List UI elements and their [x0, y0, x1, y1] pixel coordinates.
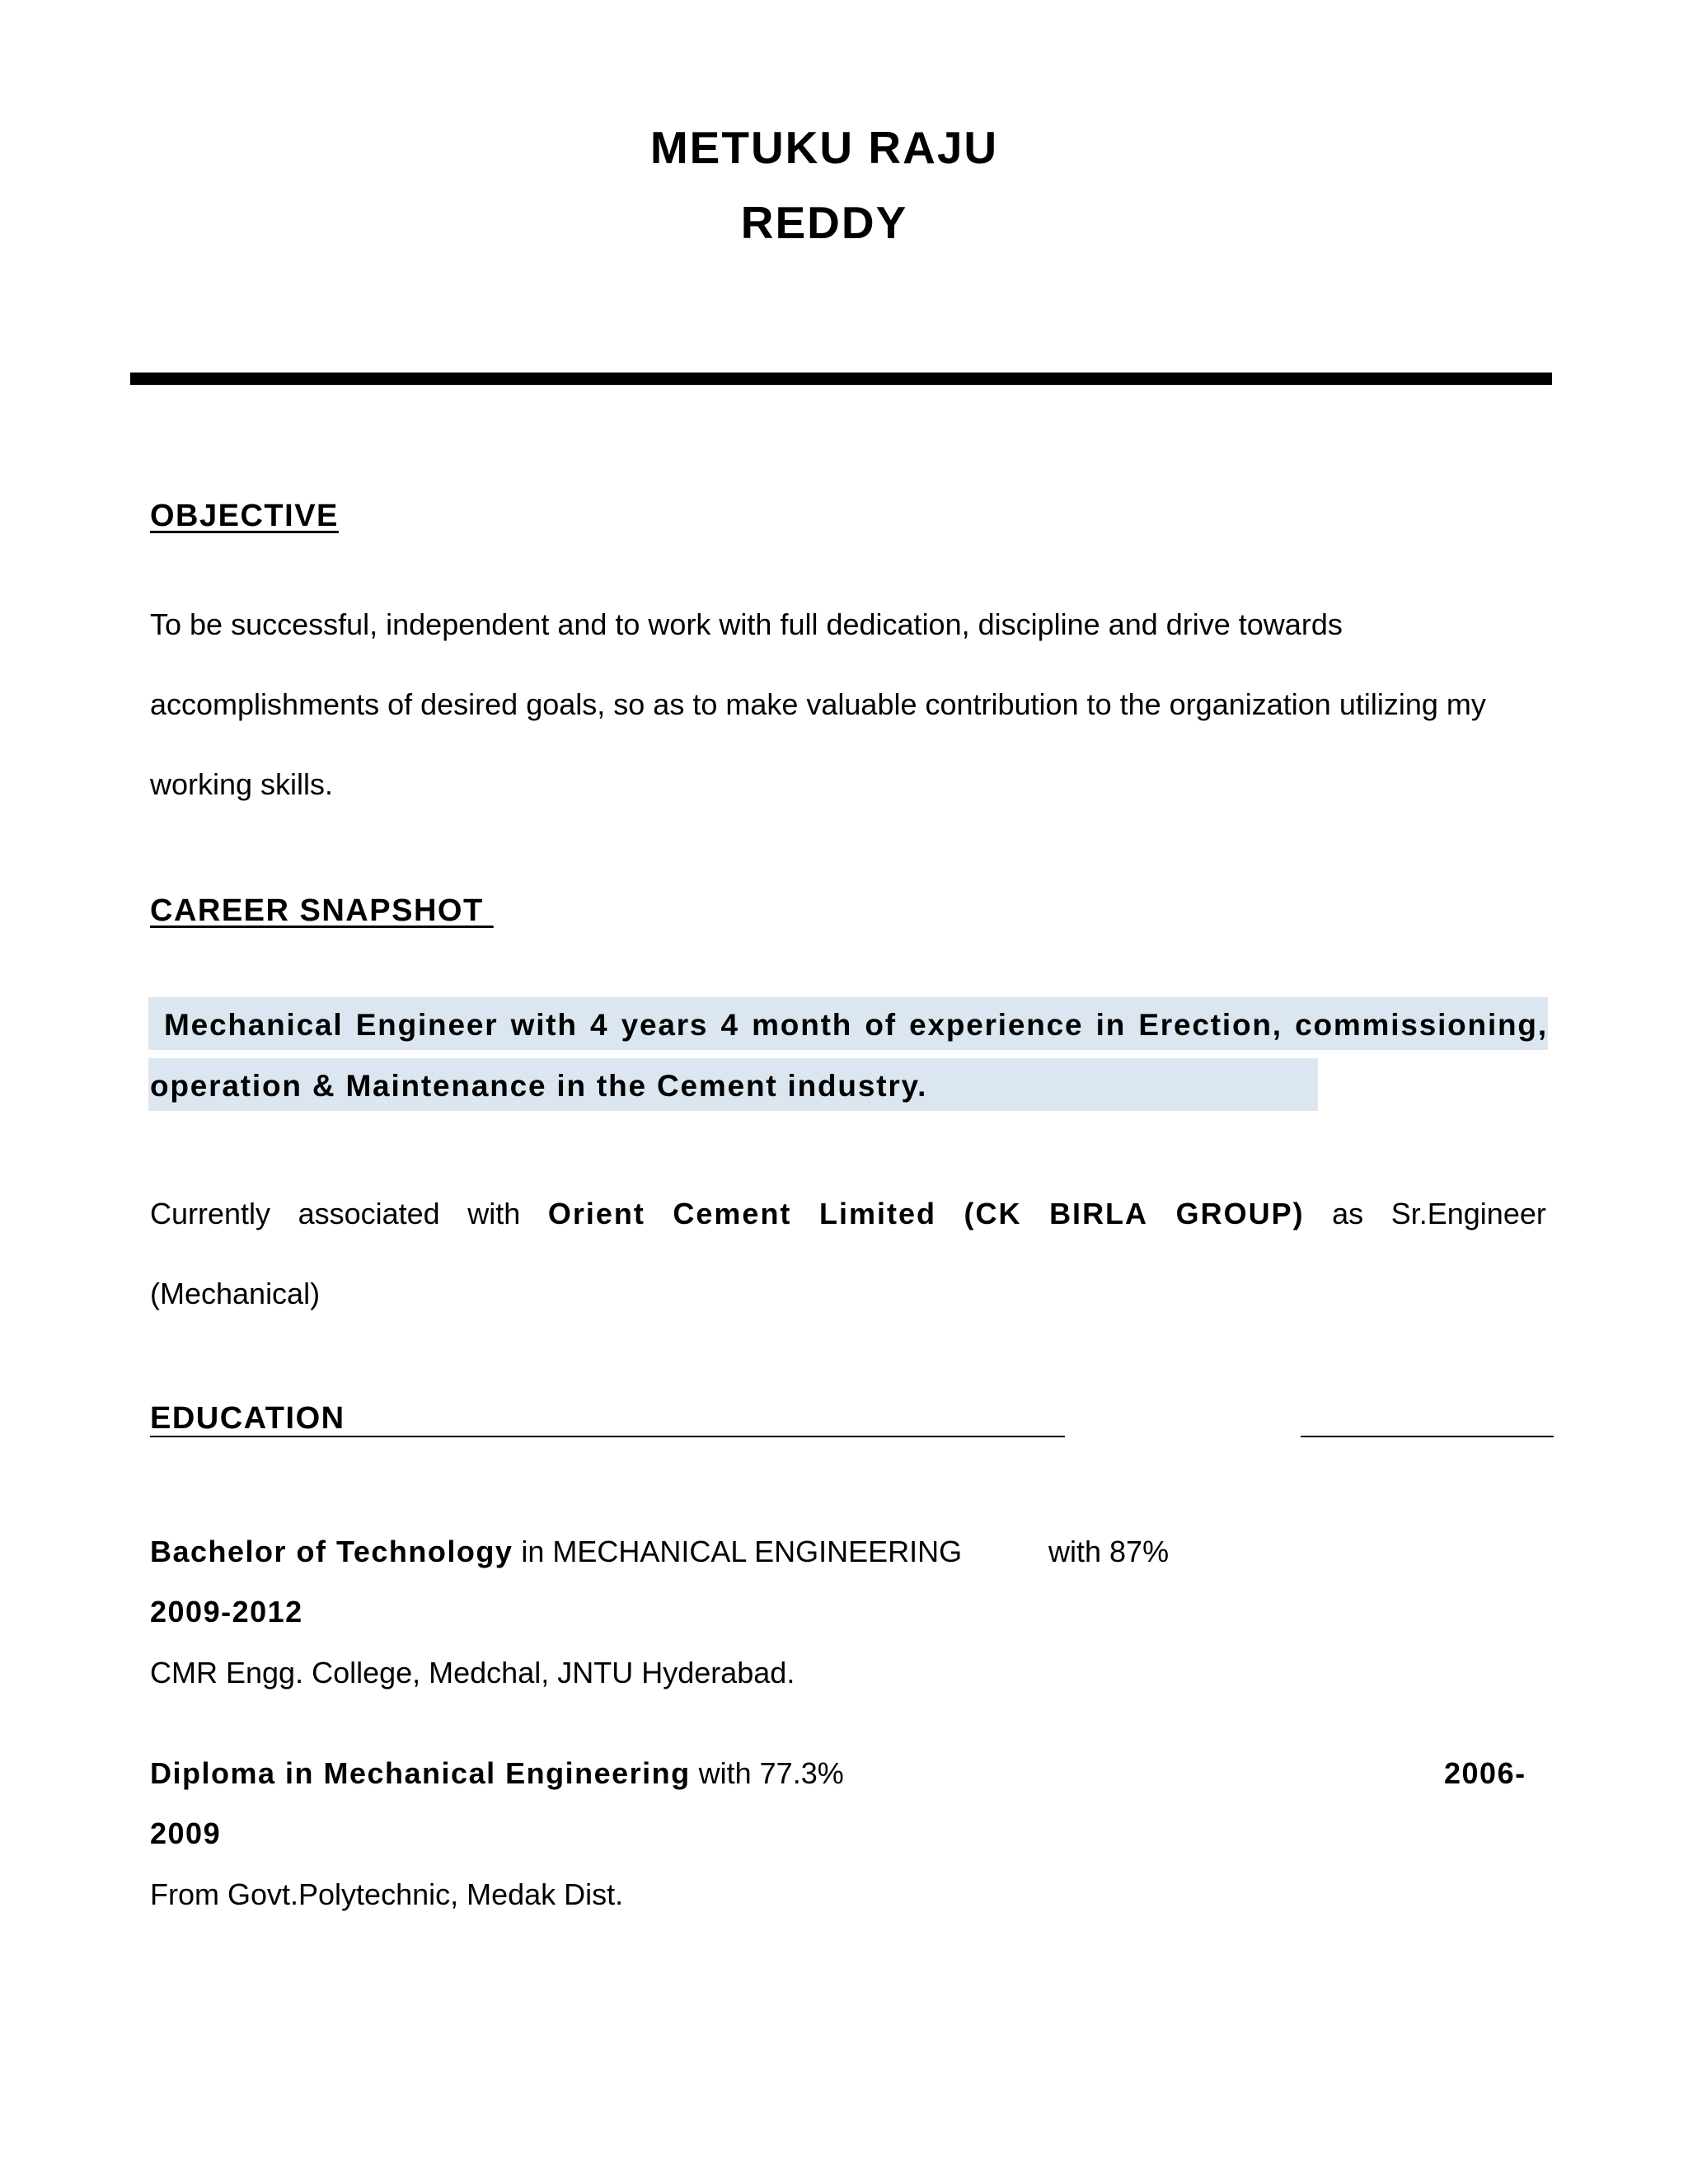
summary-word: experience	[909, 1008, 1084, 1042]
summary-word: in	[1095, 1008, 1127, 1042]
objective-paragraph	[150, 584, 1546, 824]
company-name-word: Limited	[818, 1197, 936, 1230]
summary-line	[150, 1010, 1548, 1040]
summary-word: commissioning,	[1295, 1008, 1548, 1042]
current-position-line: (Mechanical)	[150, 1277, 321, 1310]
company-name-word: (CK	[964, 1197, 1022, 1230]
degree-score: with 77.3%	[690, 1756, 844, 1790]
degree-field: in MECHANICAL ENGINEERING	[513, 1535, 963, 1568]
candidate-name-line1: METUKU RAJU	[649, 122, 999, 173]
degree-years-end: 2009	[150, 1816, 222, 1850]
header-divider	[130, 373, 1552, 385]
position-word: Currently	[150, 1197, 271, 1230]
education-underline	[1301, 1436, 1554, 1437]
objective-line: working skills.	[150, 767, 334, 801]
objective-heading: OBJECTIVE	[150, 499, 339, 533]
degree-years: 2009-2012	[150, 1595, 303, 1629]
education-entry-title	[150, 1756, 844, 1790]
candidate-name-line2: REDDY	[740, 197, 908, 248]
company-name-word: Orient	[547, 1197, 645, 1230]
company-name-word: Cement	[673, 1197, 792, 1230]
summary-word: Erection,	[1138, 1008, 1282, 1042]
summary-line: operation & Maintenance in the Cement industry.	[150, 1069, 928, 1103]
company-name-word: BIRLA	[1049, 1197, 1149, 1230]
summary-word: years	[621, 1008, 709, 1042]
position-word: Sr.Engineer	[1390, 1197, 1546, 1230]
summary-word: Engineer	[355, 1008, 499, 1042]
objective-line: accomplishments of desired goals, so as to make valuable contribution to the organization utilizing my	[150, 687, 1486, 721]
summary-word: month	[752, 1008, 853, 1042]
summary-word: Mechanical	[164, 1008, 344, 1042]
degree-institution: From Govt.Polytechnic, Medak Dist.	[150, 1877, 624, 1911]
position-word: with	[467, 1197, 521, 1230]
position-word: associated	[298, 1197, 440, 1230]
summary-word: 4	[720, 1008, 739, 1042]
degree-name: Bachelor of Technology	[150, 1535, 513, 1568]
education-entry-title	[150, 1537, 962, 1567]
objective-line: To be successful, independent and to work with full dedication, discipline and drive towards	[150, 607, 1343, 641]
summary-word: 4	[590, 1008, 609, 1042]
career-snapshot-heading: CAREER SNAPSHOT	[150, 893, 494, 928]
company-name-word: GROUP)	[1175, 1197, 1305, 1230]
degree-name: Diploma in Mechanical Engineering	[150, 1756, 691, 1790]
education-underline	[150, 1436, 1065, 1437]
degree-institution: CMR Engg. College, Medchal, JNTU Hyderabad.	[150, 1656, 795, 1690]
degree-score: with 87%	[1048, 1535, 1170, 1568]
education-heading: EDUCATION	[150, 1401, 345, 1436]
summary-word: of	[865, 1008, 897, 1042]
current-position-line	[150, 1199, 1546, 1229]
position-word: as	[1332, 1197, 1364, 1230]
degree-years-start: 2006-	[1444, 1756, 1526, 1790]
summary-word: with	[510, 1008, 578, 1042]
